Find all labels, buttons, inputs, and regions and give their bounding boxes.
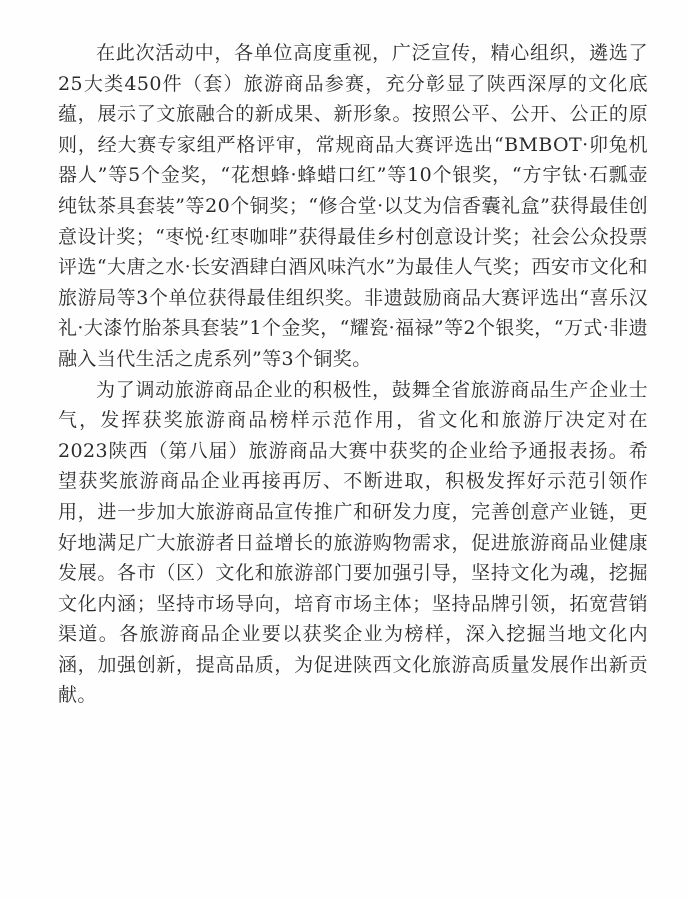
paragraph-awards: 在此次活动中，各单位高度重视，广泛宣传，精心组织，遴选了25大类450件（套）旅游商品参赛，充分彰显了陕西深厚的文化底蕴，展示了文旅融合的新成果、新形象。按照公平、公开、公正的原则，经大赛专家组严格评审，常规商品大赛评选出“BMBOT·卯兔机器人”等5个金奖，“花想蜂·蜂蜡口红”等10个银奖，“方宇钛·石瓢壶纯钛茶具套装”等20个铜奖；“修合堂·以艾为信香囊礼盒”获得最佳创意设计奖；“枣悦·红枣咖啡”获得最佳乡村创意设计奖；社会公众投票评选“大唐之水·长安酒肆白酒风味汽水”为最佳人气奖；西安市文化和旅游局等3个单位获得最佳组织奖。非遗鼓励商品大赛评选出“喜乐汉礼·大漆竹胎茶具套装”1个金奖，“耀瓷·福禄”等2个银奖，“万式·非遗融入当代生活之虎系列”等3个铜奖。 [58, 42, 648, 370]
paragraph-commendation: 为了调动旅游商品企业的积极性，鼓舞全省旅游商品生产企业士气，发挥获奖旅游商品榜样示范作用，省文化和旅游厅决定对在2023陕西（第八届）旅游商品大赛中获奖的企业给予通报表扬。希望获奖旅游商品企业再接再厉、不断进取，积极发挥好示范引领作用，进一步加大旅游商品宣传推广和研发力度，完善创意产业链，更好地满足广大旅游者日益增长的旅游购物需求，促进旅游商品业健康发展。各市（区）文化和旅游部门要加强引导，坚持文化为魂，挖掘文化内涵；坚持市场导向，培育市场主体；坚持品牌引领，拓宽营销渠道。各旅游商品企业要以获奖企业为榜样，深入挖掘当地文化内涵，加强创新，提高品质，为促进陕西文化旅游高质量发展作出新贡献。 [58, 378, 648, 707]
